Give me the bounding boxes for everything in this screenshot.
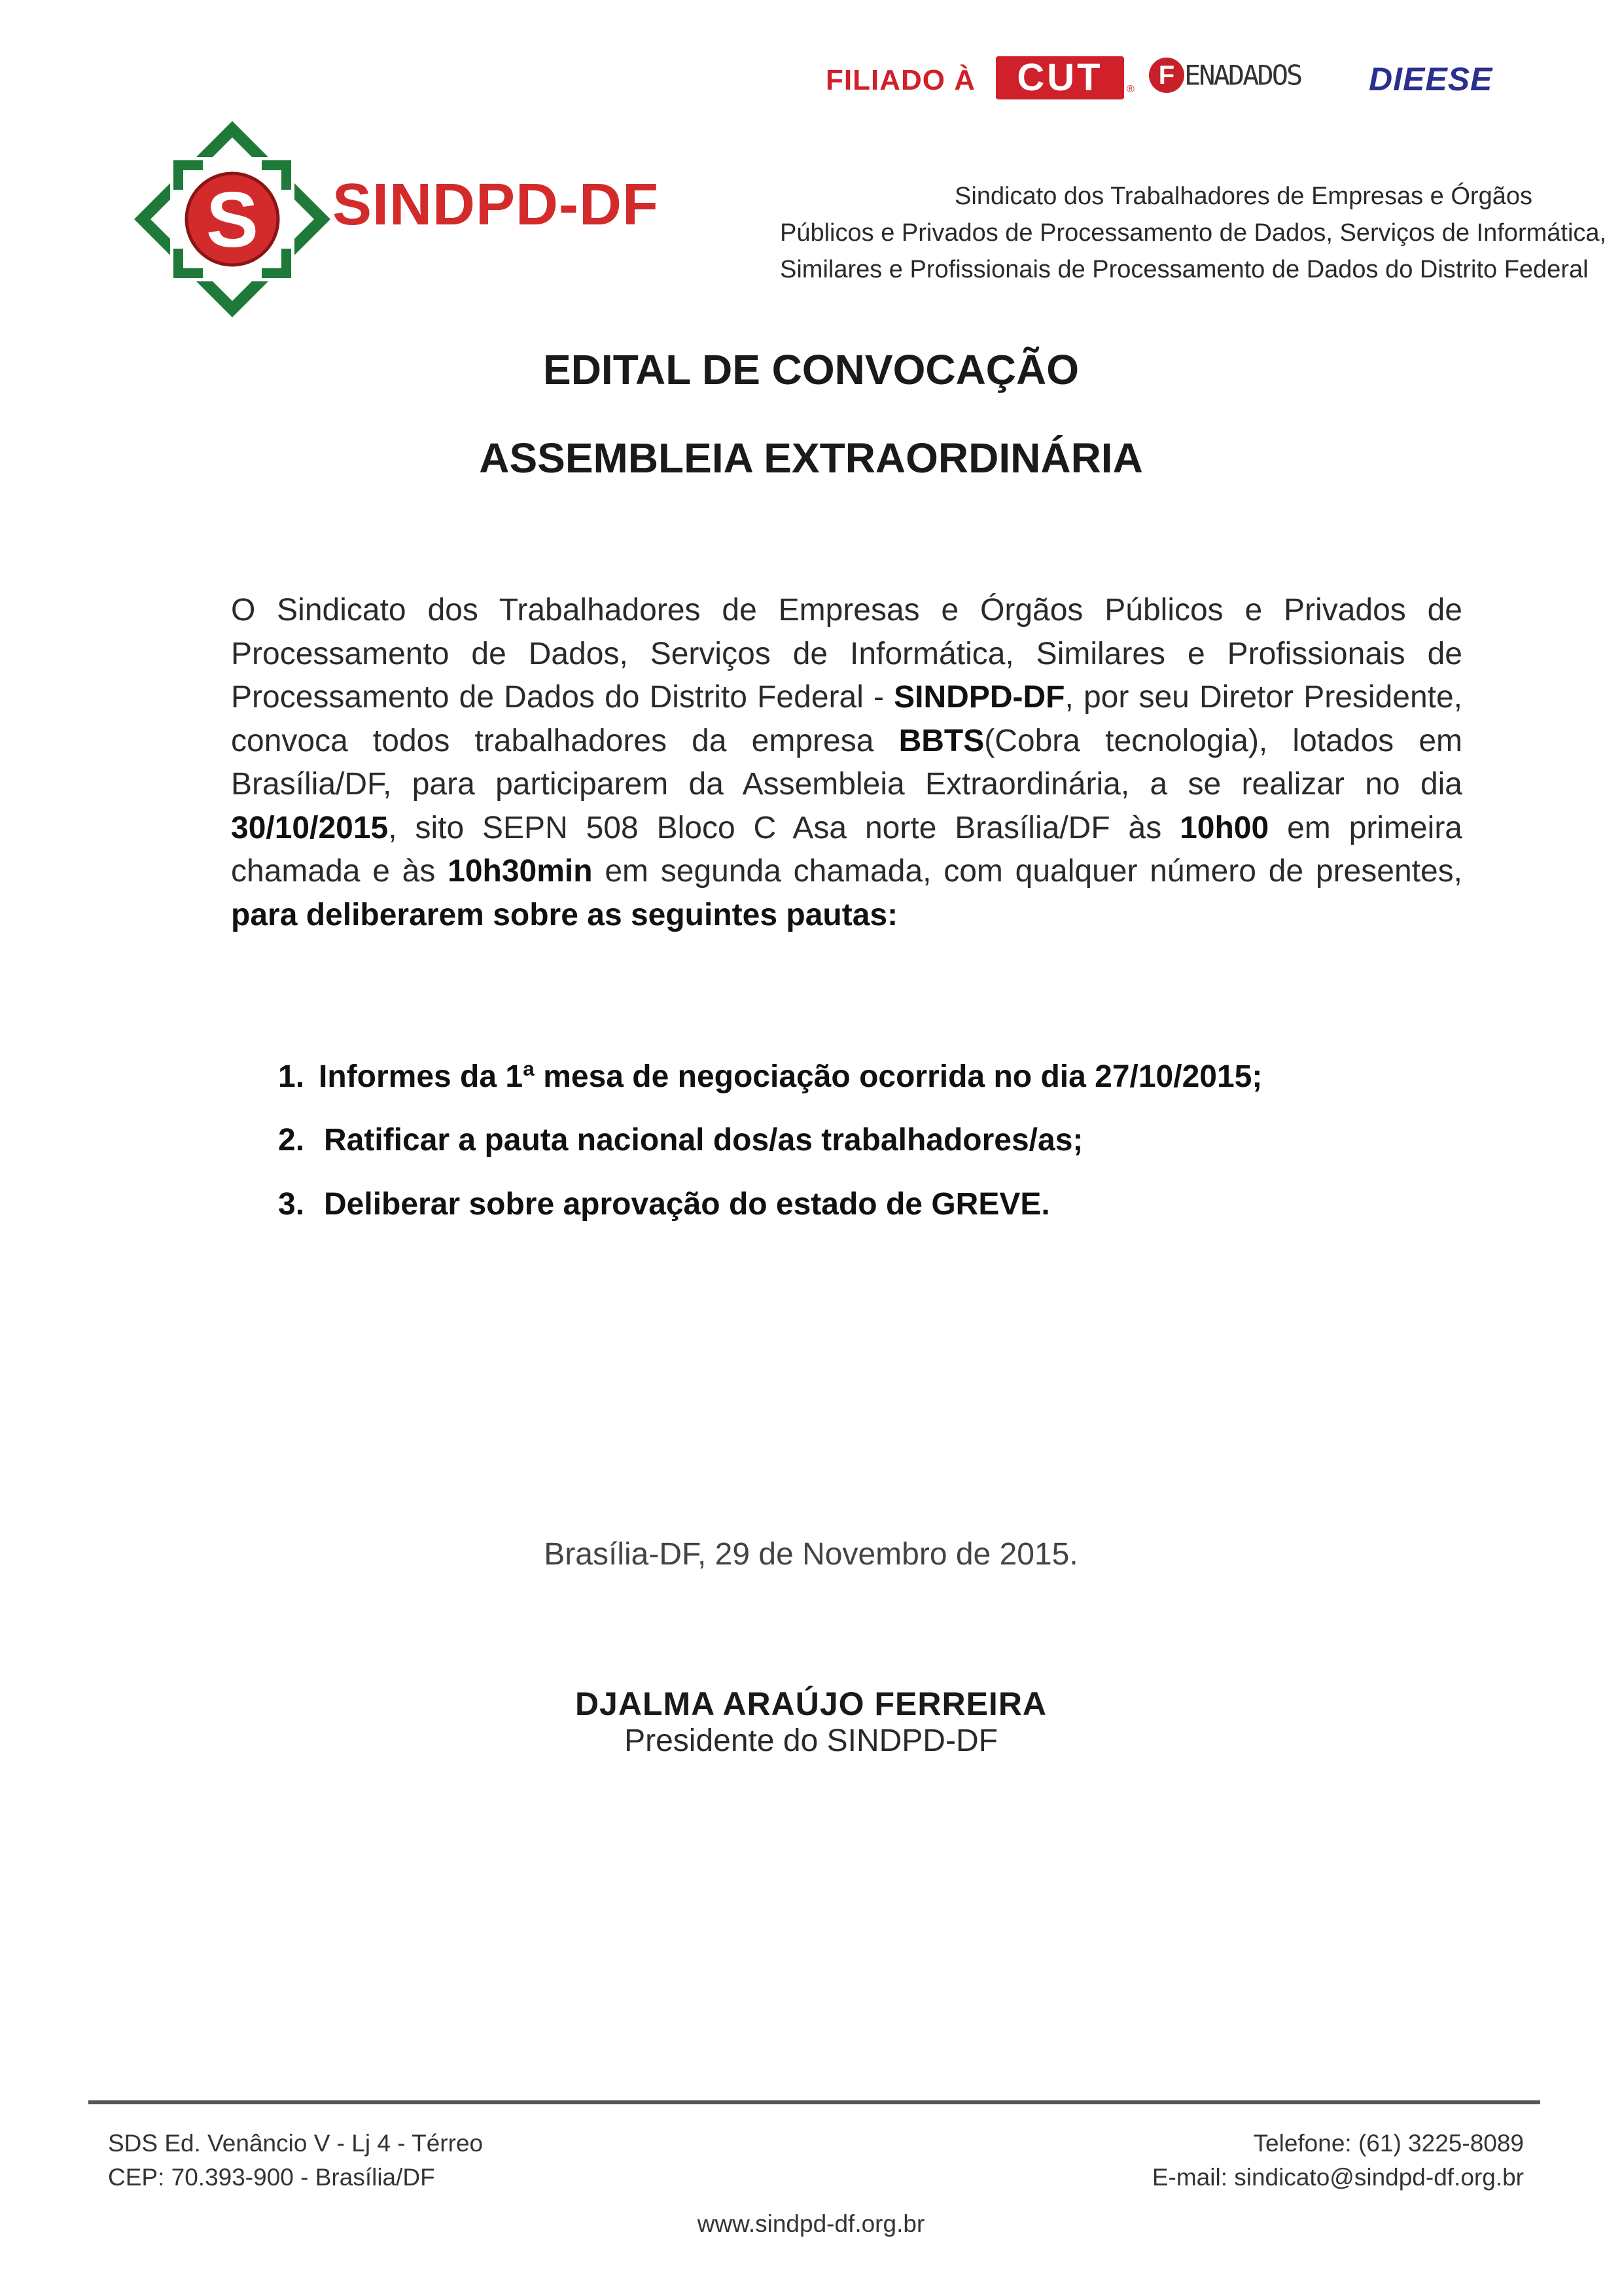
institution-description <box>780 178 1607 288</box>
institution-line: Sindicato dos Trabalhadores de Empresas e Órgãos <box>955 183 1532 210</box>
footer-address-line: CEP: 70.393-900 - Brasília/DF <box>108 2164 435 2191</box>
body-text: , por seu Diretor Presidente, convoca todos trabalhadores da empresa <box>231 680 1462 758</box>
document-title: EDITAL DE CONVOCAÇÃO <box>543 346 1079 393</box>
fenadados-text: ENADADOS <box>1184 59 1301 92</box>
body-bold-company: BBTS <box>898 723 985 758</box>
fenadados-logo <box>1149 58 1301 93</box>
body-bold-time1: 10h00 <box>1180 810 1269 845</box>
body-text: , sito SEPN 508 Bloco C Asa norte Brasília/DF às <box>388 810 1180 845</box>
dieese-logo: DIEESE <box>1369 61 1493 97</box>
agenda-number: 2. <box>278 1123 305 1157</box>
agenda-text: Ratificar a pauta nacional dos/as trabalhadores/as; <box>324 1123 1084 1157</box>
agenda-item <box>278 1186 1050 1222</box>
agenda-item <box>278 1059 1262 1095</box>
footer-divider <box>88 2100 1540 2104</box>
logo-wordmark: SINDPD-DF <box>332 172 659 238</box>
agenda-number: 3. <box>278 1187 305 1222</box>
body-bold-time2: 10h30min <box>448 854 593 889</box>
logo-letter: S <box>205 176 259 264</box>
body-text: O Sindicato dos Trabalhadores de Empresas e Órgãos Públicos e Privados de Processamento de Dados, Serviços de Informática, Similares e Profissionais de Processamento de Dados do Distrito Federal - <box>231 593 1462 715</box>
institution-line: Similares e Profissionais de Processamento de Dados do Distrito Federal <box>780 256 1589 283</box>
signatory-name: DJALMA ARAÚJO FERREIRA <box>574 1686 1048 1722</box>
dateline: Brasília-DF, 29 de Novembro de 2015. <box>544 1537 1078 1572</box>
cut-logo: CUT <box>996 56 1124 99</box>
body-text: em primeira chamada e às <box>231 810 1462 889</box>
logo-arrows-icon <box>134 121 330 317</box>
signatory-role: Presidente do SINDPD-DF <box>624 1723 998 1758</box>
footer-phone: Telefone: (61) 3225-8089 <box>1253 2130 1524 2157</box>
sindpd-logo-mark <box>134 121 330 317</box>
footer-email[interactable]: E-mail: sindicato@sindpd-df.org.br <box>1152 2164 1524 2191</box>
body-bold-union: SINDPD-DF <box>894 680 1065 715</box>
footer-address-line: SDS Ed. Venâncio V - Lj 4 - Térreo <box>108 2130 484 2157</box>
agenda-text: Informes da 1ª mesa de negociação ocorrida no dia 27/10/2015; <box>319 1059 1263 1094</box>
cut-registered-mark: ® <box>1127 84 1135 95</box>
affiliation-logos <box>826 51 1539 110</box>
agenda-text: Deliberar sobre aprovação do estado de GREVE. <box>324 1187 1050 1222</box>
agenda-number: 1. <box>278 1059 305 1094</box>
body-paragraph <box>231 589 1462 937</box>
document-subtitle: ASSEMBLEIA EXTRAORDINÁRIA <box>479 434 1143 482</box>
agenda-item <box>278 1122 1083 1158</box>
body-text: em segunda chamada, com qualquer número de presentes, <box>592 854 1463 889</box>
affiliation-label: FILIADO À <box>826 64 976 96</box>
body-text: (Cobra tecnologia), lotados em Brasília/DF, para participarem da Assembleia Extraordinária, a se realizar no dia <box>231 723 1463 802</box>
body-bold-date: 30/10/2015 <box>231 810 389 845</box>
institution-line: Públicos e Privados de Processamento de Dados, Serviços de Informática, <box>780 219 1607 247</box>
body-bold-agenda-intro: para deliberarem sobre as seguintes pautas: <box>231 897 898 932</box>
fenadados-initial: F <box>1149 58 1184 93</box>
footer-website[interactable]: www.sindpd-df.org.br <box>697 2210 925 2237</box>
